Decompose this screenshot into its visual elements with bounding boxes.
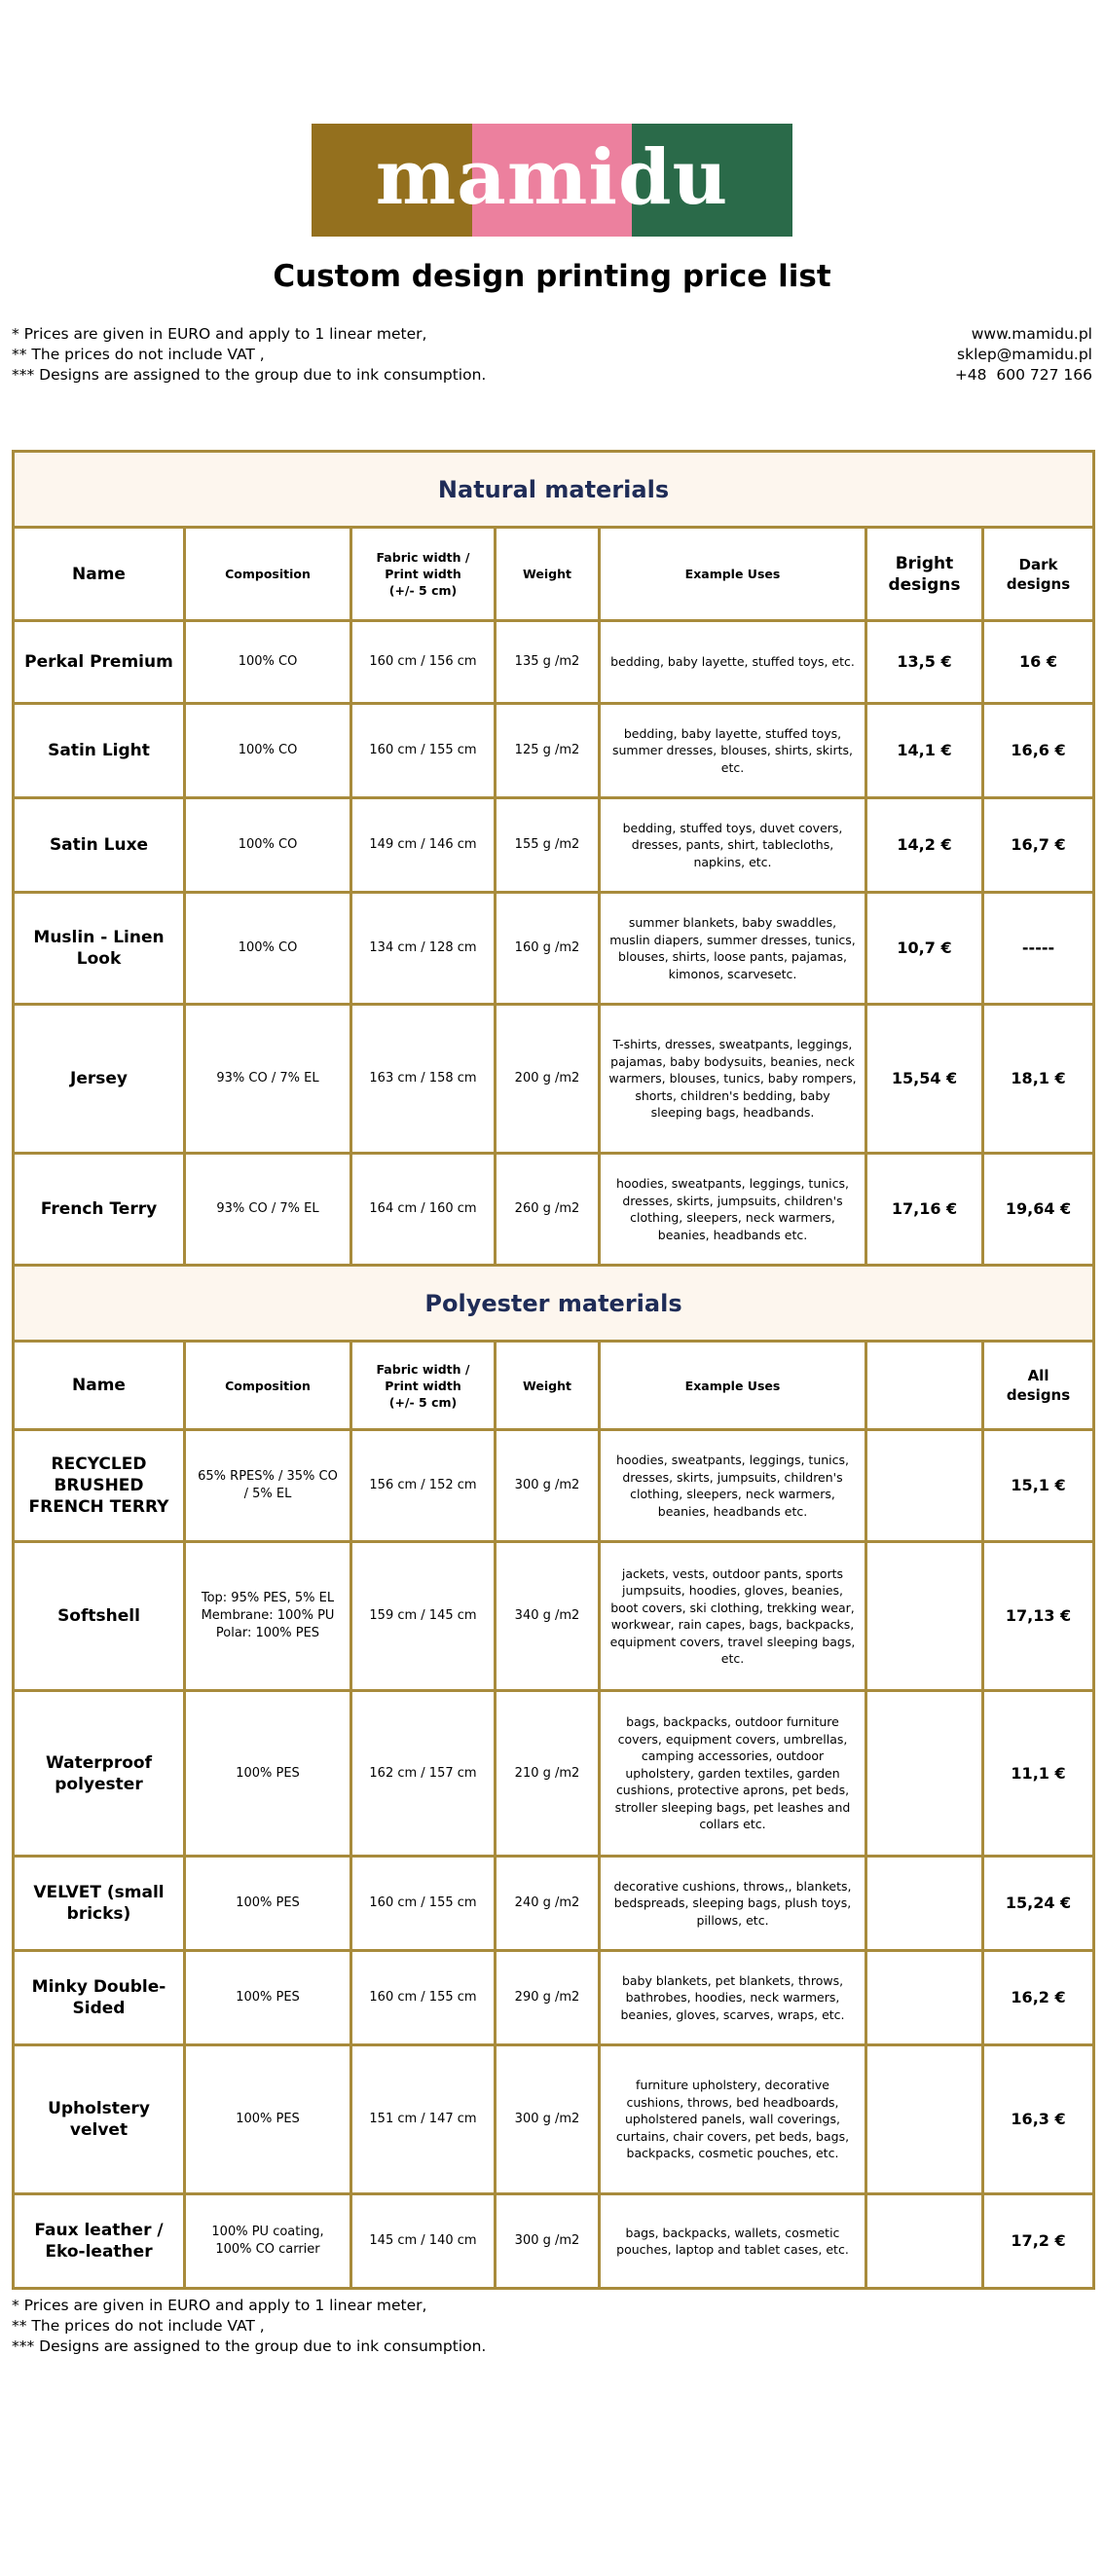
material-name: Minky Double-Sided	[14, 1951, 185, 2045]
table-row	[14, 2194, 1094, 2289]
weight: 300 g /m2	[496, 2045, 600, 2194]
weight: 300 g /m2	[496, 2194, 600, 2289]
material-name: Perkal Premium	[14, 621, 185, 704]
example-uses: bags, backpacks, wallets, cosmetic pouches, laptop and tablet cases, etc.	[600, 2194, 866, 2289]
example-uses: hoodies, sweatpants, leggings, tunics, dresses, skirts, jumpsuits, children's clothing, sleepers, neck warmers, beanies, headbands etc.	[600, 1154, 866, 1266]
header-row-polyester	[14, 1342, 1094, 1430]
fabric-width: 160 cm / 155 cm	[351, 1857, 496, 1951]
header-weight: Weight	[496, 1342, 600, 1430]
fabric-width: 162 cm / 157 cm	[351, 1691, 496, 1857]
weight: 210 g /m2	[496, 1691, 600, 1857]
header-bright-designs: Bright designs	[866, 528, 983, 621]
logo-text: mamidu	[375, 133, 729, 222]
weight: 125 g /m2	[496, 704, 600, 798]
fabric-width: 156 cm / 152 cm	[351, 1430, 496, 1542]
bright-price: 17,16 €	[866, 1154, 983, 1266]
section-row-natural	[14, 452, 1094, 528]
bright-price: 14,2 €	[866, 798, 983, 893]
composition: 100% CO	[185, 621, 351, 704]
dark-price: 19,64 €	[983, 1154, 1094, 1266]
fabric-width: 145 cm / 140 cm	[351, 2194, 496, 2289]
material-name: Jersey	[14, 1005, 185, 1154]
example-uses: bags, backpacks, outdoor furniture covers, equipment covers, umbrellas, camping accessories, outdoor upholstery, garden textiles, garden cushions, protective aprons, pet beds, stroller sleeping bags, pet leashes and collars etc.	[600, 1691, 866, 1857]
dark-price: 16 €	[983, 621, 1094, 704]
table-row	[14, 1951, 1094, 2045]
table-row	[14, 1857, 1094, 1951]
dark-price: 16,7 €	[983, 798, 1094, 893]
composition: 100% PES	[185, 2045, 351, 2194]
table-row	[14, 1430, 1094, 1542]
composition: 65% RPES% / 35% CO / 5% EL	[185, 1430, 351, 1542]
material-name: RECYCLED BRUSHED FRENCH TERRY	[14, 1430, 185, 1542]
header-uses: Example Uses	[600, 528, 866, 621]
empty-cell	[866, 1430, 983, 1542]
empty-cell	[866, 1951, 983, 2045]
header-row-natural	[14, 528, 1094, 621]
fabric-width: 160 cm / 155 cm	[351, 704, 496, 798]
table-row	[14, 1542, 1094, 1691]
price-table	[12, 450, 1095, 2290]
all-designs-price: 15,1 €	[983, 1430, 1094, 1542]
fabric-width: 160 cm / 155 cm	[351, 1951, 496, 2045]
composition: 100% PES	[185, 1691, 351, 1857]
empty-cell	[866, 1542, 983, 1691]
notes-top	[12, 324, 486, 386]
header-composition: Composition	[185, 1342, 351, 1430]
dark-price: 16,6 €	[983, 704, 1094, 798]
header-all-designs: All designs	[983, 1342, 1094, 1430]
material-name: Satin Luxe	[14, 798, 185, 893]
notes-bottom	[12, 2296, 486, 2357]
material-name: VELVET (small bricks)	[14, 1857, 185, 1951]
section-title-natural: Natural materials	[14, 452, 1094, 528]
example-uses: T-shirts, dresses, sweatpants, leggings, pajamas, baby bodysuits, beanies, neck warmers, blouses, tunics, baby rompers, shorts, children's bedding, baby sleeping bags, headbands.	[600, 1005, 866, 1154]
bright-price: 14,1 €	[866, 704, 983, 798]
header-uses: Example Uses	[600, 1342, 866, 1430]
header-name: Name	[14, 528, 185, 621]
page-title: Custom design printing price list	[273, 259, 831, 294]
composition: 93% CO / 7% EL	[185, 1154, 351, 1266]
table-row	[14, 798, 1094, 893]
header-weight: Weight	[496, 528, 600, 621]
header-fabric-width: Fabric width / Print width (+/- 5 cm)	[351, 528, 496, 621]
dark-price: -----	[983, 893, 1094, 1005]
fabric-width: 134 cm / 128 cm	[351, 893, 496, 1005]
weight: 260 g /m2	[496, 1154, 600, 1266]
example-uses: baby blankets, pet blankets, throws, bathrobes, hoodies, neck warmers, beanies, gloves, scarves, wraps, etc.	[600, 1951, 866, 2045]
material-name: Waterproof polyester	[14, 1691, 185, 1857]
table-row	[14, 1005, 1094, 1154]
weight: 290 g /m2	[496, 1951, 600, 2045]
note-line: ** The prices do not include VAT ,	[12, 2317, 265, 2335]
all-designs-price: 16,2 €	[983, 1951, 1094, 2045]
table-row	[14, 1691, 1094, 1857]
composition: 100% PES	[185, 1951, 351, 2045]
header-composition: Composition	[185, 528, 351, 621]
empty-cell	[866, 1857, 983, 1951]
email-link[interactable]: sklep@mamidu.pl	[957, 346, 1092, 363]
material-name: Faux leather / Eko-leather	[14, 2194, 185, 2289]
composition: 100% PU coating, 100% CO carrier	[185, 2194, 351, 2289]
bright-price: 15,54 €	[866, 1005, 983, 1154]
composition: Top: 95% PES, 5% EL Membrane: 100% PU Polar: 100% PES	[185, 1542, 351, 1691]
brand-logo	[312, 124, 792, 237]
dark-price: 18,1 €	[983, 1005, 1094, 1154]
composition: 100% PES	[185, 1857, 351, 1951]
table-row	[14, 704, 1094, 798]
all-designs-price: 16,3 €	[983, 2045, 1094, 2194]
note-line: *** Designs are assigned to the group due to ink consumption.	[12, 366, 487, 384]
material-name: French Terry	[14, 1154, 185, 1266]
all-designs-price: 17,13 €	[983, 1542, 1094, 1691]
fabric-width: 159 cm / 145 cm	[351, 1542, 496, 1691]
composition: 100% CO	[185, 893, 351, 1005]
composition: 100% CO	[185, 704, 351, 798]
section-title-polyester: Polyester materials	[14, 1266, 1094, 1342]
website-link[interactable]: www.mamidu.pl	[971, 325, 1092, 343]
section-row-polyester	[14, 1266, 1094, 1342]
note-line: * Prices are given in EURO and apply to 1 linear meter,	[12, 325, 427, 343]
header-fabric-width: Fabric width / Print width (+/- 5 cm)	[351, 1342, 496, 1430]
fabric-width: 151 cm / 147 cm	[351, 2045, 496, 2194]
fabric-width: 163 cm / 158 cm	[351, 1005, 496, 1154]
fabric-width: 160 cm / 156 cm	[351, 621, 496, 704]
example-uses: bedding, baby layette, stuffed toys, etc.	[600, 621, 866, 704]
fabric-width: 149 cm / 146 cm	[351, 798, 496, 893]
weight: 200 g /m2	[496, 1005, 600, 1154]
example-uses: jackets, vests, outdoor pants, sports jumpsuits, hoodies, gloves, beanies, boot covers, ski clothing, trekking wear, workwear, rain capes, bags, backpacks, equipment covers, travel sleeping bags, etc.	[600, 1542, 866, 1691]
material-name: Softshell	[14, 1542, 185, 1691]
bright-price: 10,7 €	[866, 893, 983, 1005]
table-row	[14, 1154, 1094, 1266]
empty-cell	[866, 2194, 983, 2289]
bright-price: 13,5 €	[866, 621, 983, 704]
example-uses: furniture upholstery, decorative cushions, throws, bed headboards, upholstered panels, wall coverings, curtains, chair covers, pet beds, bags, backpacks, cosmetic pouches, etc.	[600, 2045, 866, 2194]
empty-cell	[866, 2045, 983, 2194]
all-designs-price: 17,2 €	[983, 2194, 1094, 2289]
material-name: Muslin - Linen Look	[14, 893, 185, 1005]
header-dark-designs: Dark designs	[983, 528, 1094, 621]
note-line: ** The prices do not include VAT ,	[12, 346, 265, 363]
fabric-width: 164 cm / 160 cm	[351, 1154, 496, 1266]
weight: 240 g /m2	[496, 1857, 600, 1951]
weight: 340 g /m2	[496, 1542, 600, 1691]
contact-block	[955, 324, 1092, 386]
empty-cell	[866, 1691, 983, 1857]
example-uses: bedding, stuffed toys, duvet covers, dresses, pants, shirt, tablecloths, napkins, etc.	[600, 798, 866, 893]
all-designs-price: 11,1 €	[983, 1691, 1094, 1857]
weight: 300 g /m2	[496, 1430, 600, 1542]
composition: 100% CO	[185, 798, 351, 893]
all-designs-price: 15,24 €	[983, 1857, 1094, 1951]
composition: 93% CO / 7% EL	[185, 1005, 351, 1154]
example-uses: summer blankets, baby swaddles, muslin diapers, summer dresses, tunics, blouses, shirts, loose pants, pajamas, kimonos, scarvesetc.	[600, 893, 866, 1005]
weight: 160 g /m2	[496, 893, 600, 1005]
note-line: * Prices are given in EURO and apply to 1 linear meter,	[12, 2297, 427, 2314]
note-line: *** Designs are assigned to the group due to ink consumption.	[12, 2337, 487, 2355]
phone-number: +48 600 727 166	[954, 366, 1092, 384]
table-row	[14, 621, 1094, 704]
example-uses: decorative cushions, throws,, blankets, bedspreads, sleeping bags, plush toys, pillows, etc.	[600, 1857, 866, 1951]
material-name: Upholstery velvet	[14, 2045, 185, 2194]
weight: 155 g /m2	[496, 798, 600, 893]
weight: 135 g /m2	[496, 621, 600, 704]
example-uses: hoodies, sweatpants, leggings, tunics, dresses, skirts, jumpsuits, children's clothing, sleepers, neck warmers, beanies, headbands etc.	[600, 1430, 866, 1542]
example-uses: bedding, baby layette, stuffed toys, summer dresses, blouses, shirts, skirts, etc.	[600, 704, 866, 798]
header-empty	[866, 1342, 983, 1430]
table-row	[14, 893, 1094, 1005]
table-row	[14, 2045, 1094, 2194]
material-name: Satin Light	[14, 704, 185, 798]
header-name: Name	[14, 1342, 185, 1430]
